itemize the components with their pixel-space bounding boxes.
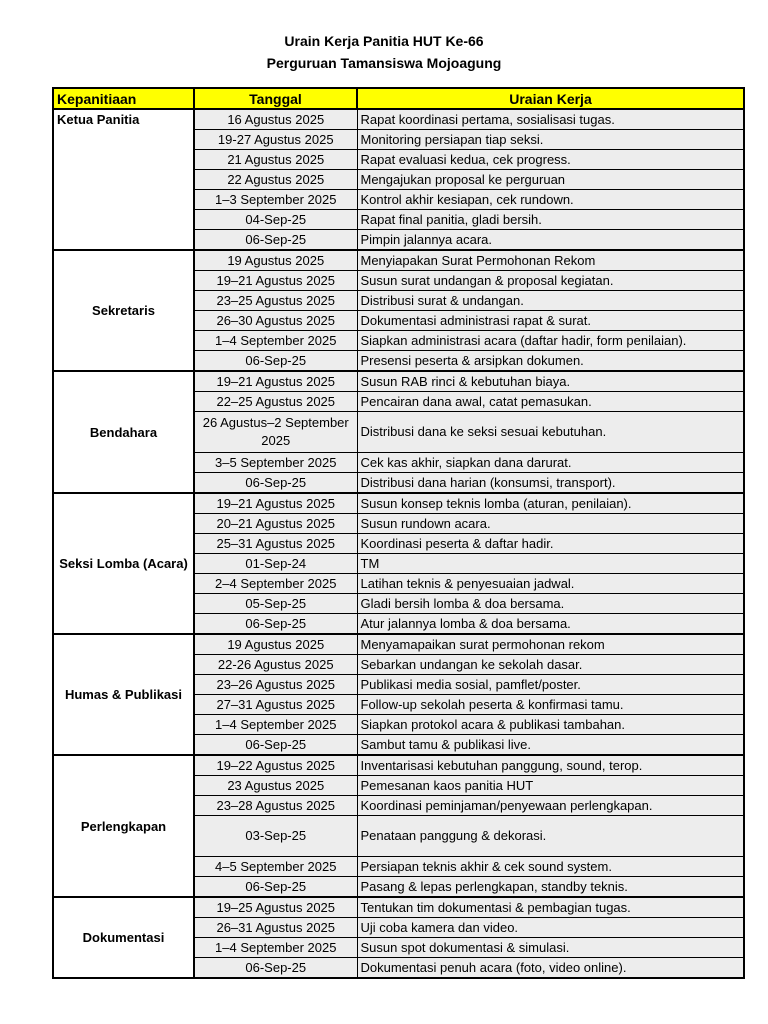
table-row: [53, 109, 744, 130]
row-date: 19–21 Agustus 2025: [194, 493, 357, 514]
header-uraian-kerja: Uraian Kerja: [357, 88, 744, 109]
row-date: 23–26 Agustus 2025: [194, 675, 357, 695]
section-name: Dokumentasi: [53, 897, 194, 978]
row-task: Rapat koordinasi pertama, sosialisasi tugas.: [357, 109, 744, 130]
row-date: 2–4 September 2025: [194, 574, 357, 594]
row-task: Pemesanan kaos panitia HUT: [357, 776, 744, 796]
row-date: 19 Agustus 2025: [194, 250, 357, 271]
table-body: [53, 109, 744, 978]
row-task: Sambut tamu & publikasi live.: [357, 735, 744, 756]
table-row: [53, 634, 744, 655]
row-task: Inventarisasi kebutuhan panggung, sound, terop.: [357, 755, 744, 776]
row-task: Distribusi dana harian (konsumsi, transport).: [357, 473, 744, 494]
row-task: Publikasi media sosial, pamflet/poster.: [357, 675, 744, 695]
row-task: Monitoring persiapan tiap seksi.: [357, 130, 744, 150]
row-date: 23 Agustus 2025: [194, 776, 357, 796]
row-task: Latihan teknis & penyesuaian jadwal.: [357, 574, 744, 594]
section-name: Ketua Panitia: [53, 109, 194, 250]
row-task: Susun spot dokumentasi & simulasi.: [357, 938, 744, 958]
row-date: 23–25 Agustus 2025: [194, 291, 357, 311]
row-date: 3–5 September 2025: [194, 453, 357, 473]
row-task: Atur jalannya lomba & doa bersama.: [357, 614, 744, 635]
table-row: [53, 755, 744, 776]
row-date: 06-Sep-25: [194, 614, 357, 635]
row-date: 19–25 Agustus 2025: [194, 897, 357, 918]
section-name: Sekretaris: [53, 250, 194, 371]
row-task: Dokumentasi penuh acara (foto, video online).: [357, 958, 744, 979]
header-kepanitiaan: Kepanitiaan: [53, 88, 194, 109]
row-date: 04-Sep-25: [194, 210, 357, 230]
row-date: 19–21 Agustus 2025: [194, 371, 357, 392]
table-row: [53, 250, 744, 271]
row-task: Siapkan administrasi acara (daftar hadir, form penilaian).: [357, 331, 744, 351]
table-row: [53, 371, 744, 392]
row-task: Penataan panggung & dekorasi.: [357, 816, 744, 857]
row-date: 22 Agustus 2025: [194, 170, 357, 190]
section-name: Perlengkapan: [53, 755, 194, 897]
table-row: [53, 897, 744, 918]
row-task: Tentukan tim dokumentasi & pembagian tugas.: [357, 897, 744, 918]
row-date: 1–4 September 2025: [194, 715, 357, 735]
row-task: Kontrol akhir kesiapan, cek rundown.: [357, 190, 744, 210]
document-subtitle: Perguruan Tamansiswa Mojoagung: [266, 55, 502, 71]
row-task: Susun surat undangan & proposal kegiatan.: [357, 271, 744, 291]
row-date: 26 Agustus–2 September 2025: [194, 412, 357, 453]
row-task: Menyiapakan Surat Permohonan Rekom: [357, 250, 744, 271]
row-date: 20–21 Agustus 2025: [194, 514, 357, 534]
row-date: 27–31 Agustus 2025: [194, 695, 357, 715]
section-name: Bendahara: [53, 371, 194, 493]
row-task: Pencairan dana awal, catat pemasukan.: [357, 392, 744, 412]
section-name: Seksi Lomba (Acara): [53, 493, 194, 634]
row-task: Sebarkan undangan ke sekolah dasar.: [357, 655, 744, 675]
row-date: 4–5 September 2025: [194, 857, 357, 877]
row-date: 06-Sep-25: [194, 877, 357, 898]
table-row: [53, 493, 744, 514]
row-date: 22-26 Agustus 2025: [194, 655, 357, 675]
row-task: Pasang & lepas perlengkapan, standby teknis.: [357, 877, 744, 898]
row-date: 19-27 Agustus 2025: [194, 130, 357, 150]
row-task: TM: [357, 554, 744, 574]
row-date: 25–31 Agustus 2025: [194, 534, 357, 554]
row-task: Susun RAB rinci & kebutuhan biaya.: [357, 371, 744, 392]
table-header-row: [53, 88, 744, 109]
row-date: 19–21 Agustus 2025: [194, 271, 357, 291]
row-task: Susun rundown acara.: [357, 514, 744, 534]
row-task: Mengajukan proposal ke perguruan: [357, 170, 744, 190]
document-title: Urain Kerja Panitia HUT Ke-66: [284, 33, 484, 49]
row-task: Gladi bersih lomba & doa bersama.: [357, 594, 744, 614]
row-date: 06-Sep-25: [194, 735, 357, 756]
row-date: 03-Sep-25: [194, 816, 357, 857]
row-date: 06-Sep-25: [194, 351, 357, 372]
row-date: 26–30 Agustus 2025: [194, 311, 357, 331]
row-task: Susun konsep teknis lomba (aturan, penilaian).: [357, 493, 744, 514]
row-task: Siapkan protokol acara & publikasi tambahan.: [357, 715, 744, 735]
row-task: Presensi peserta & arsipkan dokumen.: [357, 351, 744, 372]
row-date: 16 Agustus 2025: [194, 109, 357, 130]
row-task: Koordinasi peserta & daftar hadir.: [357, 534, 744, 554]
row-date: 21 Agustus 2025: [194, 150, 357, 170]
row-date: 06-Sep-25: [194, 473, 357, 494]
row-task: Pimpin jalannya acara.: [357, 230, 744, 251]
row-date: 23–28 Agustus 2025: [194, 796, 357, 816]
row-date: 19–22 Agustus 2025: [194, 755, 357, 776]
row-date: 1–3 September 2025: [194, 190, 357, 210]
header-tanggal: Tanggal: [194, 88, 357, 109]
row-date: 05-Sep-25: [194, 594, 357, 614]
row-date: 06-Sep-25: [194, 230, 357, 251]
row-task: Rapat evaluasi kedua, cek progress.: [357, 150, 744, 170]
row-task: Uji coba kamera dan video.: [357, 918, 744, 938]
row-date: 1–4 September 2025: [194, 938, 357, 958]
row-task: Koordinasi peminjaman/penyewaan perlengkapan.: [357, 796, 744, 816]
row-date: 19 Agustus 2025: [194, 634, 357, 655]
row-date: 22–25 Agustus 2025: [194, 392, 357, 412]
row-date: 1–4 September 2025: [194, 331, 357, 351]
row-date: 06-Sep-25: [194, 958, 357, 979]
row-task: Persiapan teknis akhir & cek sound system.: [357, 857, 744, 877]
row-task: Cek kas akhir, siapkan dana darurat.: [357, 453, 744, 473]
section-name: Humas & Publikasi: [53, 634, 194, 755]
row-date: 01-Sep-24: [194, 554, 357, 574]
row-task: Distribusi dana ke seksi sesuai kebutuhan.: [357, 412, 744, 453]
row-task: Menyamapaikan surat permohonan rekom: [357, 634, 744, 655]
row-task: Distribusi surat & undangan.: [357, 291, 744, 311]
row-task: Follow-up sekolah peserta & konfirmasi tamu.: [357, 695, 744, 715]
row-task: Rapat final panitia, gladi bersih.: [357, 210, 744, 230]
row-task: Dokumentasi administrasi rapat & surat.: [357, 311, 744, 331]
work-schedule-table: [52, 87, 745, 979]
row-date: 26–31 Agustus 2025: [194, 918, 357, 938]
